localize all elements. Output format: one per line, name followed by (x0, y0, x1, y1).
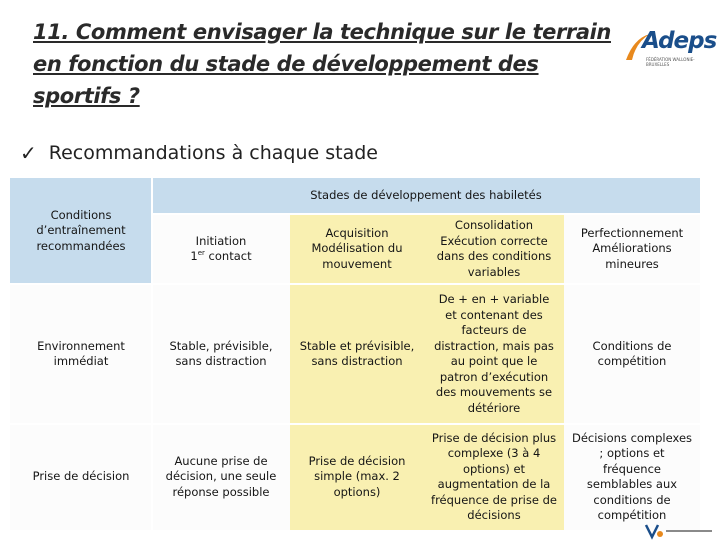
subtitle: Recommandations à chaque stade (48, 142, 378, 164)
column-divider (151, 178, 153, 530)
table-cell: Aucune prise de décision, une seule réponse possible (152, 424, 290, 530)
column-header-initiation (152, 214, 290, 284)
table-cell: Stable et prévisible, sans distraction (290, 284, 424, 424)
footer-rule (666, 530, 712, 532)
table-cell: Prise de décision simple (max. 2 options) (290, 424, 424, 530)
header-divider (152, 213, 700, 215)
recommendations-table (10, 178, 700, 530)
column-header-acquisition (290, 214, 424, 284)
table-cell: Stable, prévisible, sans distraction (152, 284, 290, 424)
row-label-prise-de-decision: Prise de décision (10, 424, 152, 530)
checkmark-icon: ✓ (20, 141, 37, 165)
table-cell: De + en + variable et contenant des facteurs de distraction, mais pas au point que le patron d’exécution des mouvements se détériore (424, 284, 564, 424)
logo-tagline: FÉDÉRATION WALLONIE-BRUXELLES (646, 57, 695, 67)
row-label-environnement: Environnement immédiat (10, 284, 152, 424)
row-divider (10, 423, 700, 425)
footer-logo (640, 522, 720, 540)
footer-logo-icon (640, 522, 664, 540)
slide-title: 11. Comment envisager la technique sur le terrain en fonction du stade de développement des sportifs ? (33, 20, 611, 108)
table-cell: Prise de décision plus complexe (3 à 4 options) et augmentation de la fréquence de prise de décisions (424, 424, 564, 530)
group-header-label: Stades de développement des habiletés (310, 188, 542, 203)
group-header (152, 178, 700, 214)
subtitle-row (20, 138, 378, 168)
column-header-label: Acquisition Modélisation du mouvement (311, 225, 403, 271)
logo-wordmark: Adeps (642, 28, 717, 54)
table-cell: Conditions de compétition (564, 284, 700, 424)
column-header-consolidation (424, 214, 564, 284)
column-header-label: Initiation 1er contact (190, 233, 252, 263)
corner-header-label: Conditions d’entraînement recommandées (36, 207, 126, 253)
adeps-logo (624, 28, 717, 70)
corner-header (10, 178, 152, 284)
row-divider (10, 283, 700, 285)
table-cell: Décisions complexes ; options et fréquence semblables aux conditions de compétition (564, 424, 700, 530)
column-header-label: Perfectionnement Améliorations mineures (580, 225, 684, 271)
column-header-perfectionnement (564, 214, 700, 284)
column-header-label: Consolidation Exécution correcte dans des conditions variables (436, 218, 552, 279)
